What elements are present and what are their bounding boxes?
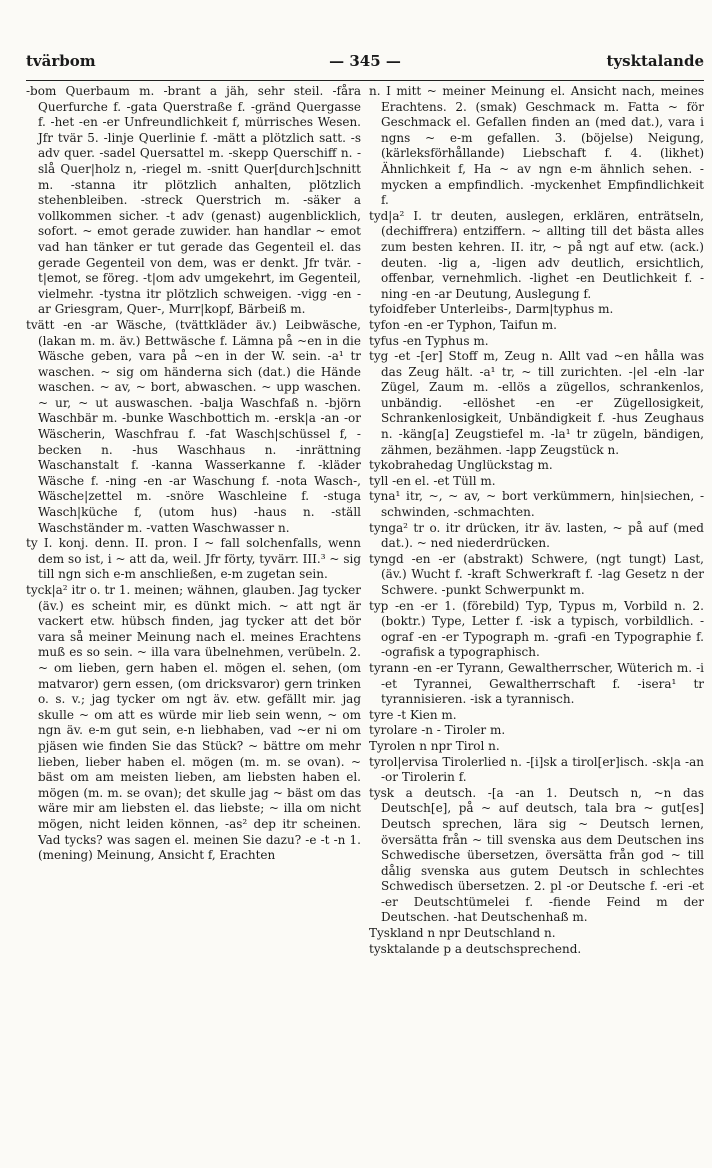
entry: tyngd -en -er (abstrakt) Schwere, (ngt tungt) Last, (äv.) Wucht f. -kraft Schwerkraft f. -lag Gesetz n der Schwere. -punkt Schwerpunkt m. — [369, 551, 704, 597]
entry: Tyrolen n npr Tirol n. — [369, 738, 500, 753]
entry: tysktalande p a deutschsprechend. — [369, 941, 582, 956]
entry: tyfon -en -er Typhon, Taifun m. — [369, 317, 557, 332]
entry: tyna¹ itr, ~, ~ av, ~ bort verkümmern, hin|siechen, -schwinden, -schmachten. — [369, 489, 704, 520]
entry: Tyskland n npr Deutschland n. — [369, 926, 556, 941]
entry: n. I mitt ~ meiner Meinung el. Ansicht nach, meines Erachtens. 2. (smak) Geschmack m. Fatta ~ för Geschmack el. Gefallen finden an (med dat.), vara i ngns ~ e-m gefallen. 3. (böjelse) Neigung, (kärleksförhållande) Liebschaft f. 4. (likhet) Ähnlichkeit f, Ha ~ av ngn e-m ähnlich sehen. -mycken a empfindlich. -myckenhet Empfindlichkeit f. — [369, 84, 704, 208]
entry: tyck|a² itr o. tr 1. meinen; wähnen, glauben. Jag tycker (äv.) es scheint mir, es dünkt mich. ~ att ngt är vackert etw. hübsch finden, jag tycker att det bör vara så meiner Meinung nach el. meines Erachtens muß es so sein. ~ illa vara übelnehmen, verübeln. 2. ~ om lieben, gern haben el. mögen el. sehen, (om matvaror) gern essen, (om dricksvaror) gern trinken o. s. v.; jag tycker om ngt äv. etw. gefällt mir. jag skulle ~ om att es würde mir lieb sein wenn, ~ om ngn äv. e-m gut sein, e-n liebhaben, vad ~er ni om pjäsen wie finden Sie das Stück? ~ bättre om mehr lieben, lieber haben el. mögen (m. m. se ovan). ~ bäst om am meisten lieben, am liebsten haben el. mögen (m. m. se ovan); det skulle jag ~ bäst om das wäre mir am liebsten el. das liebste; ~ illa om nicht mögen, nicht leiden können, -as² dep itr scheinen. Vad tycks? was sagen el. meinen Sie dazu? -e -t -n 1. (mening) Meinung, Ansicht f, Erachten — [26, 583, 361, 863]
entry: tysk a deutsch. -[a -an 1. Deutsch n, ~n das Deutsch[e], på ~ auf deutsch, tala bra ~ gut[es] Deutsch sprechen, lära sig ~ Deutsch lernen, översätta från ~ till svenska aus dem Deutschen ins Schwedische übersetzen, översätta från god ~ till dålig svenska aus gutem Deutsch in schlechtes Schwedisch übersetzen. 2. pl -or Deutsche f. -eri -et -er Deutschtümelei f. -fiende Feind m der Deutschen. -hat Deutschenhaß m. — [369, 785, 704, 925]
page-header — [26, 52, 704, 74]
entry: tyrol|ervisa Tirolerlied n. -[i]sk a tirol[er]isch. -sk|a -an -or Tirolerin f. — [369, 754, 704, 785]
right-column — [369, 84, 704, 1156]
entry: tykobrahedag Unglückstag m. — [369, 458, 553, 473]
entry: typ -en -er 1. (förebild) Typ, Typus m, Vorbild n. 2. (boktr.) Type, Letter f. -isk a typisch, vorbildlich. -ograf -en -er Typograph m. -grafi -en Typographie f. -ografisk a typographisch. — [369, 598, 704, 660]
page-number: — 345 — — [329, 52, 401, 70]
entry: tyrolare -n - Tiroler m. — [369, 723, 506, 738]
entry: tvätt -en -ar Wäsche, (tvättkläder äv.) Leibwäsche, (lakan m. m. äv.) Bettwäsche f. Lämna på ~en in die Wäsche geben, vara på ~en in der W. sein. -a¹ tr waschen. ~ sig om händerna sich (dat.) die Hände waschen. ~ av, ~ bort, abwaschen. ~ upp waschen. ~ ur, ~ ut auswaschen. -balja Waschfaß n. -björn Waschbär m. -bunke Waschbottich m. -ersk|a -an -or Wäscherin, Waschfrau f. -fat Wasch|schüssel f, -becken n. -hus Waschhaus n. -inrättning Waschanstalt f. -kanna Wasserkanne f. -kläder Wäsche f. -ning -en -ar Waschung f. -nota Wasch-, Wäsche|zettel m. -snöre Waschleine f. -stuga Wasch|küche f, (utom hus) -haus n. -ställ Waschständer m. -vatten Waschwasser n. — [26, 317, 361, 535]
entry: tyfus -en Typhus m. — [369, 333, 489, 348]
columns — [26, 84, 704, 1156]
entry: tyfoidfeber Unterleibs-, Darm|typhus m. — [369, 302, 614, 317]
left-column — [26, 84, 361, 1156]
entry: tyg -et -[er] Stoff m, Zeug n. Allt vad ~en hålla was das Zeug hält. -a¹ tr, ~ till zurichten. -|el -eln -lar Zügel, Zaum m. -ellös a zügellos, schrankenlos, unbändig. -ellöshet -en -er Zügellosigkeit, Schrankenlosigkeit, Unbändigkeit f. -hus Zeughaus n. -käng[a] Zeugstiefel m. -la¹ tr zügeln, bändigen, zähmen, bezähmen. -lapp Zeugstück n. — [369, 349, 704, 457]
entry: -bom Querbaum m. -brant a jäh, sehr steil. -fåra Querfurche f. -gata Querstraße f. -gränd Quergasse f. -het -en -er Unfreundlichkeit f, mürrisches Wesen. Jfr tvär 5. -linje Querlinie f. -mätt a plötzlich satt. -s adv quer. -sadel Quersattel m. -skepp Querschiff n. -slå Quer|holz n, -riegel m. -snitt Quer[durch]schnitt m. -stanna itr plötzlich anhalten, plötzlich stehenbleiben. -streck Querstrich m. -säker a vollkommen sicher. -t adv (genast) augenblicklich, sofort. ~ emot gerade zuwider. han handlar ~ emot vad han tänker er tut gerade das Gegenteil el. das gerade Gegenteil von dem, was er denkt. Jfr tvär. -t|emot, se föreg. -t|om adv umgekehrt, im Gegenteil, vielmehr. -tystna itr plötzlich schweigen. -vigg -en -ar Griesgram, Quer-, Murr|kopf, Bärbeiß m. — [26, 84, 361, 317]
entry: ty I. konj. denn. II. pron. I ~ fall solchenfalls, wenn dem so ist, i ~ att da, weil. Jfr förty, tyvärr. III.³ ~ sig till ngn sich e-m anschließen, e-m zugetan sein. — [26, 536, 361, 582]
header-left-guideword: tvärbom — [26, 52, 96, 70]
entry: tyrann -en -er Tyrann, Gewaltherrscher, Wüterich m. -i -et Tyrannei, Gewaltherrschaft f. -isera¹ tr tyrannisieren. -isk a tyrannisch. — [369, 660, 704, 707]
entry: tyd|a² I. tr deuten, auslegen, erklären, enträtseln, (dechiffrera) entziffern. ~ allting till det bästa alles zum besten kehren. II. itr, ~ på ngt auf etw. (ack.) deuten. -lig a, -ligen adv deutlich, ersichtlich, offenbar, vernehmlich. -lighet -en Deutlichkeit f. -ning -en -ar Deutung, Auslegung f. — [369, 208, 704, 301]
header-right-guideword: tysktalande — [606, 52, 704, 70]
entry: tynga² tr o. itr drücken, itr äv. lasten, ~ på auf (med dat.). ~ ned niederdrücken. — [369, 520, 704, 551]
entry: tyll -en el. -et Tüll m. — [369, 473, 496, 488]
entry: tyre -t Kien m. — [369, 707, 457, 722]
header-rule — [26, 80, 704, 81]
